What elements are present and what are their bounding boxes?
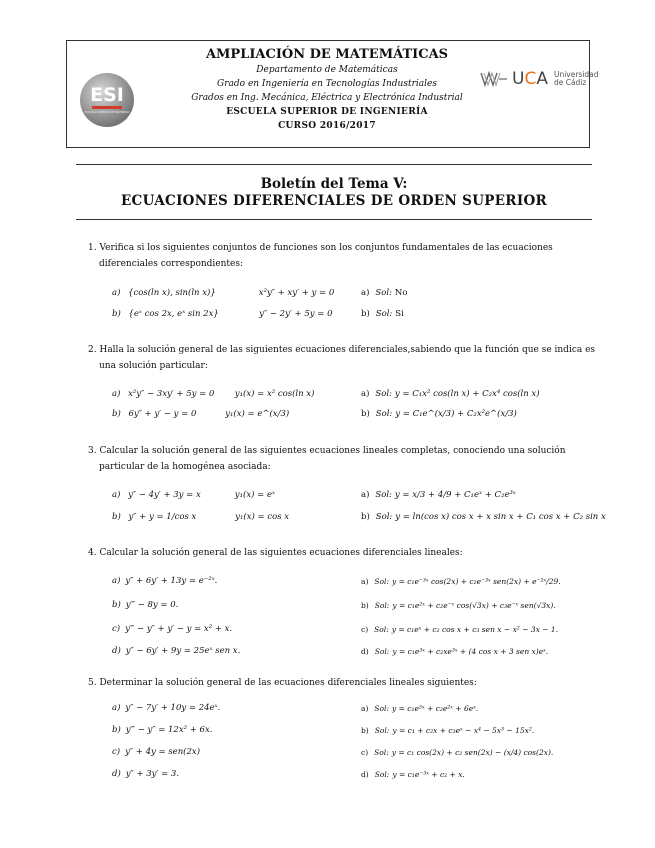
problem-4-solution-d: d) Sol: y = c₁e³ˣ + c₂xe³ˣ + (4 cos x + 3 sen x)eˣ. xyxy=(361,647,549,656)
problem-5-item-d: d) y″ + 3y′ = 3. xyxy=(112,769,180,779)
problem-1-solution-b: b) Sol: Si xyxy=(361,309,404,319)
problem-5-solution-d: d) Sol: y = c₁e⁻³ˣ + c₂ + x. xyxy=(361,770,465,779)
problem-5-solution-a: a) Sol: y = c₁e⁵ˣ + c₂e²ˣ + 6eˣ. xyxy=(361,704,479,713)
header-degree-2: Grados en Ing. Mecánica, Eléctrica y Electrónica Industrial xyxy=(191,93,463,103)
problem-4-statement: 4. Calcular la solución general de las siguientes ecuaciones diferenciales lineales: xyxy=(88,548,463,558)
header-course: CURSO 2016/2017 xyxy=(278,121,376,131)
problem-4-item-c: c) y‴ − y″ + y′ − y = x² + x. xyxy=(112,624,233,634)
problem-3-item-a: a) y″ − 4y′ + 3y = x y₁(x) = eˣ xyxy=(112,490,276,500)
uca-subtitle: Universidad de Cádiz xyxy=(553,70,599,87)
title-rule-top xyxy=(76,164,592,165)
problem-4-solution-a: a) Sol: y = c₁e⁻³ˣ cos(2x) + c₂e⁻³ˣ sen(2x) + e⁻²ˣ/29. xyxy=(361,577,561,586)
uca-waves-icon xyxy=(479,69,509,89)
problem-1-statement: 1. Verifica si los siguientes conjuntos de funciones son los conjuntos fundamentales de las ecuaciones diferenciales correspondientes: xyxy=(88,243,553,269)
problem-2-item-a: a) x²y″ − 3xy′ + 5y = 0 y₁(x) = x² cos(ln x) xyxy=(112,389,315,399)
problem-4-item-a: a) y″ + 6y′ + 13y = e⁻²ˣ. xyxy=(112,576,218,586)
header-center xyxy=(157,47,497,133)
problem-2-solution-b: b) Sol: y = C₁e^(x/3) + C₂x²e^(x/3) xyxy=(361,409,517,419)
title-rule-bottom xyxy=(76,219,592,220)
problem-5-item-a: a) y″ − 7y′ + 10y = 24eˣ. xyxy=(112,703,221,713)
problem-2-statement: 2. Halla la solución general de las siguientes ecuaciones diferenciales,sabiendo que la función que se indica es una solución particular: xyxy=(88,345,596,371)
problem-4-solution-c: c) Sol: y = c₁eˣ + c₂ cos x + c₃ sen x − x² − 3x − 1. xyxy=(361,625,559,634)
uca-logo xyxy=(479,69,599,89)
problem-3-statement: 3. Calcular la solución general de las siguientes ecuaciones lineales completas, conociendo una solución particular de la homogénea asociada: xyxy=(88,446,566,472)
problem-5-solution-c: c) Sol: y = c₁ cos(2x) + c₂ sen(2x) − (x/4) cos(2x). xyxy=(361,748,554,757)
problem-4-solution-b: b) Sol: y = c₁e²ˣ + c₂e⁻ˣ cos(√3x) + c₃e⁻ˣ sen(√3x). xyxy=(361,601,556,610)
problem-1-item-b: b) {eˣ cos 2x, eˣ sin 2x} y″ − 2y′ + 5y = 0 xyxy=(112,309,333,319)
header-title: AMPLIACIÓN DE MATEMÁTICAS xyxy=(205,47,449,62)
problem-5 xyxy=(88,675,598,691)
problem-5-solution-b: b) Sol: y = c₁ + c₂x + c₃eˣ − x⁴ − 5x³ − 15x². xyxy=(361,726,535,735)
problem-2 xyxy=(88,342,598,374)
problem-3-item-b: b) y″ + y = 1/cos x y₁(x) = cos x xyxy=(112,512,290,522)
esi-logo-text: ESI xyxy=(90,84,124,106)
esi-logo xyxy=(80,73,134,127)
bulletin-title-line-2: ECUACIONES DIFERENCIALES DE ORDEN SUPERIOR xyxy=(120,193,548,209)
problem-1-solution-a: a) Sol: No xyxy=(361,288,408,298)
problem-2-solution-a: a) Sol: y = C₁x² cos(ln x) + C₂x⁴ cos(ln x) xyxy=(361,389,540,399)
uca-wordmark: UCA xyxy=(512,69,548,89)
bulletin-title xyxy=(66,176,602,210)
problem-5-item-c: c) y″ + 4y = sen(2x) xyxy=(112,747,201,757)
problem-1-item-a: a) {cos(ln x), sin(ln x)} x²y″ + xy′ + y = 0 xyxy=(112,288,335,298)
problem-2-item-b: b) 6y″ + y′ − y = 0 y₁(x) = e^(x/3) xyxy=(112,409,290,419)
bulletin-title-line-1: Boletín del Tema V: xyxy=(260,176,408,192)
problem-5-item-b: b) y‴ − y″ = 12x² + 6x. xyxy=(112,725,213,735)
problem-4 xyxy=(88,545,598,561)
esi-logo-bar xyxy=(92,106,122,109)
header-box xyxy=(66,40,599,148)
header-department: Departamento de Matemáticas xyxy=(256,65,398,75)
problem-3-solution-b: b) Sol: y = ln(cos x) cos x + x sin x + C₁ cos x + C₂ sin x xyxy=(361,512,606,522)
problem-4-item-d: d) y″ − 6y′ + 9y = 25eˣ sen x. xyxy=(112,646,241,656)
problem-1 xyxy=(88,240,598,272)
esi-logo-subtitle: ESCUELA SUPERIOR DE INGENIERÍA xyxy=(84,111,130,114)
problem-5-statement: 5. Determinar la solución general de las ecuaciones diferenciales lineales siguientes: xyxy=(88,678,477,688)
problem-3 xyxy=(88,443,598,475)
problem-3-solution-a: a) Sol: y = x/3 + 4/9 + C₁eˣ + C₂e³ˣ xyxy=(361,490,516,500)
problem-4-item-b: b) y‴ − 8y = 0. xyxy=(112,600,179,610)
header-degree-1: Grado en Ingeniería en Tecnologías Industriales xyxy=(217,79,437,89)
header-school: ESCUELA SUPERIOR DE INGENIERÍA xyxy=(226,107,428,117)
